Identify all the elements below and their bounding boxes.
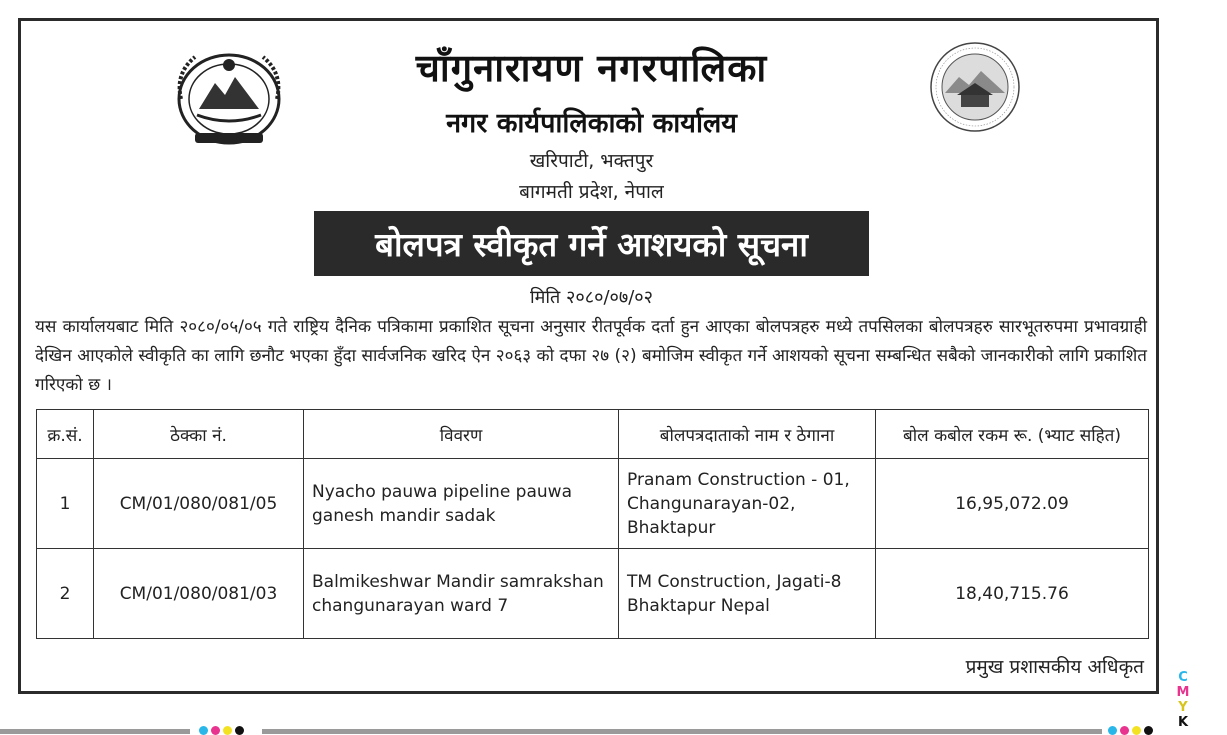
notice-banner-title: बोलपत्र स्वीकृत गर्ने आशयको सूचना (375, 225, 808, 264)
signatory: प्रमुख प्रशासकीय अधिकृत (965, 656, 1144, 678)
table-row (37, 459, 1149, 549)
cell-bidder: Pranam Construction - 01, Changunarayan-02, Bhaktapur (619, 459, 876, 549)
address-line-1: खरिपाटी, भक्तपुर (529, 150, 654, 172)
cell-bidder: TM Construction, Jagati-8 Bhaktapur Nepal (619, 549, 876, 639)
cmyk-m: M (1176, 685, 1190, 700)
cell-description: Nyacho pauwa pipeline pauwa ganesh mandir sadak (304, 459, 619, 549)
table-row (37, 549, 1149, 639)
header-description: विवरण (304, 410, 619, 459)
bid-table (36, 409, 1149, 639)
municipality-title: चाँगुनारायण नगरपालिका (415, 46, 768, 90)
cell-description: Balmikeshwar Mandir samrakshan changunarayan ward 7 (304, 549, 619, 639)
address-line-2: बागमती प्रदेश, नेपाल (519, 181, 664, 203)
table-header-row (37, 410, 1149, 459)
cell-sn: 1 (37, 459, 94, 549)
header-bidder: बोलपत्रदाताको नाम र ठेगाना (619, 410, 876, 459)
cell-contract-no: CM/01/080/081/03 (94, 549, 304, 639)
print-strip-right (262, 729, 1102, 734)
cmyk-registration-mark (1176, 670, 1190, 730)
cmyk-c: C (1178, 670, 1188, 685)
notice-banner (314, 211, 869, 276)
print-strip-left (0, 729, 190, 734)
cell-sn: 2 (37, 549, 94, 639)
header-amount: बोल कबोल रकम रू. (भ्याट सहित) (876, 410, 1149, 459)
header-contract-no: ठेक्का नं. (94, 410, 304, 459)
cmyk-y: Y (1178, 700, 1188, 715)
notice-date: मिति २०८०/०७/०२ (529, 287, 654, 308)
cell-contract-no: CM/01/080/081/05 (94, 459, 304, 549)
notice-frame (18, 18, 1159, 694)
notice-body: यस कार्यालयबाट मिति २०८०/०५/०५ गते राष्ट्रिय दैनिक पत्रिकामा प्रकाशित सूचना अनुसार रीतपूर्वक दर्ता हुन आएका बोलपत्रहरु मध्ये तपसिलका बोलपत्रहरु सारभूतरुपमा प्रभावग्राही देखिन आएकोले स्वीकृति का लागि छनौट भएका हुँदा सार्वजनिक खरिद ऐन २०६३ को दफा २७ (२) बमोजिम स्वीकृत गर्ने आशयको सूचना सम्बन्धित सबैको जानकारीको लागि प्रकाशित गरिएको छ । (35, 317, 1147, 395)
header-sn: क्र.सं. (37, 410, 94, 459)
cell-amount: 16,95,072.09 (876, 459, 1149, 549)
cell-amount: 18,40,715.76 (876, 549, 1149, 639)
office-subtitle: नगर कार्यपालिकाको कार्यालय (446, 108, 737, 139)
cmyk-k: K (1177, 715, 1189, 730)
